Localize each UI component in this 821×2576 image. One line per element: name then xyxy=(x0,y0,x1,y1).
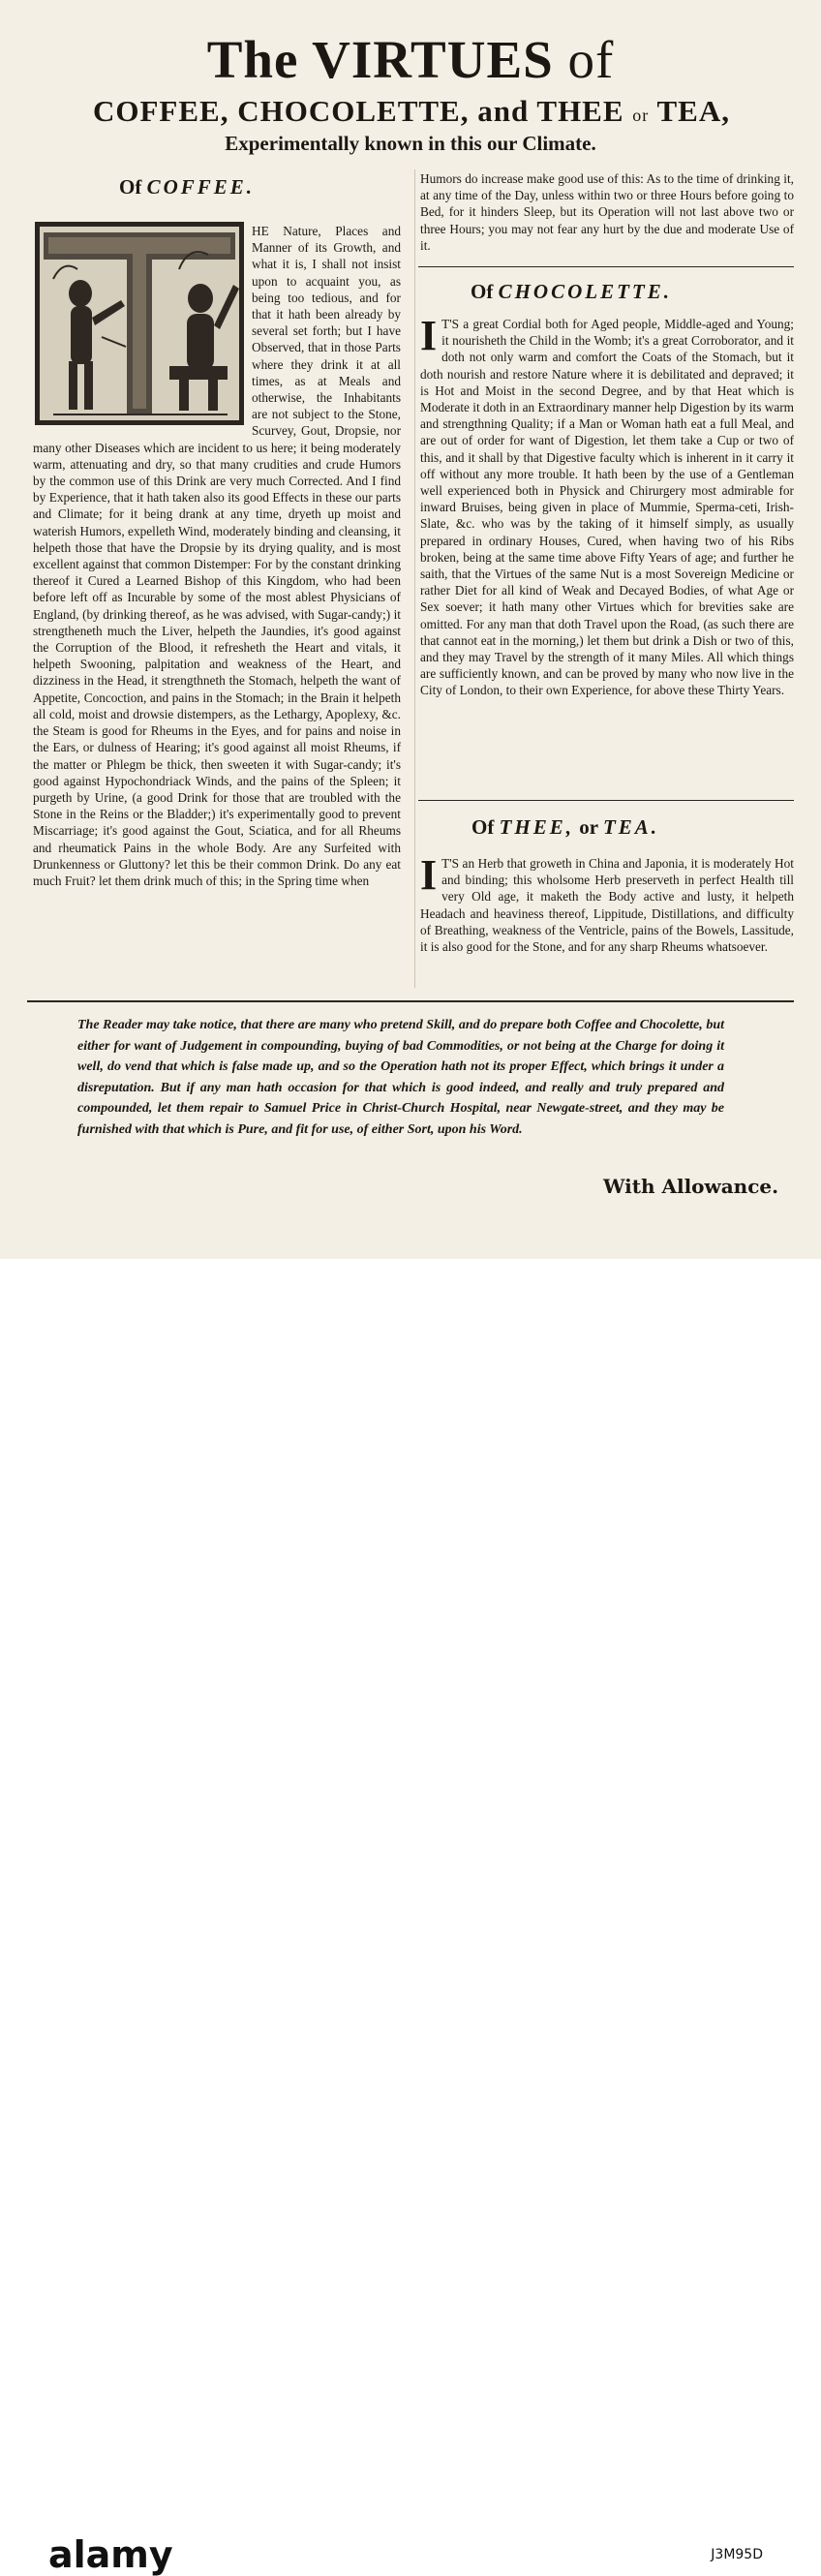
woodcut-spacer xyxy=(33,223,252,430)
coffee-heading-name: COFFEE. xyxy=(146,175,256,199)
coffee-text xyxy=(33,223,401,988)
alamy-logo: alamy xyxy=(48,2533,173,2576)
tea-paragraph: T'S an Herb that groweth in China and Japonia, it is moderately Hot and binding; this wholsome Herb preserveth in perfect Health till very Old age, it maketh the Body active and lusty, it helpeth Headach and heaviness thereof, Lippitude, Distillations, and difficulty of Breathing, weakness of the Ventricle, pains of the Bowels, Lassitude, it is also good for the Stone, and for any sharp Rheums whatsoever. xyxy=(420,856,794,955)
subtitle-or: or xyxy=(632,106,650,125)
coffee-heading xyxy=(119,175,255,199)
tea-heading-or: or xyxy=(579,815,598,839)
chocolette-heading xyxy=(471,280,672,303)
subtitle-climate: Experimentally known in this our Climate. xyxy=(225,132,596,155)
coffee-continued-text xyxy=(420,170,794,254)
tea-heading-tea: TEA. xyxy=(602,815,660,839)
section-rule xyxy=(418,800,794,801)
title-virtues: The VIRTUES xyxy=(206,30,554,89)
coffee-heading-of: Of xyxy=(119,175,142,199)
chocolette-text xyxy=(420,312,794,699)
main-title xyxy=(0,30,821,89)
subtitle-beverages xyxy=(29,95,794,132)
subtitle-main: COFFEE, CHOCOLETTE, and THEE xyxy=(93,94,624,128)
coffee-paragraph: HE Nature, Places and Manner of its Growth, and what it is, I shall not insist upon to acquaint you, as being too tedious, and for that it hath been already by several set forth; but I have Observed, that in those Parts where they drink it at all times, as at Meals and otherwise, the Inhabitants are not subject to the Stone, Scurvey, Gout, Dropsie, nor many other Diseases which are incident to us here; it being moderately warm, attenuating and dry, so that many crudities and crude Humors by the common use of this Drink are very much Corrected. And I find by Experience, that it hath taken also its good Effects in these our parts and Climate; for it being drank at any time, dryeth up moist and waterish Humors, expelleth Wind, moderately binding and cleansing, it helpeth those that have the Dropsie by its drying quality, and is most excellent against that common Distemper: For by the constant drinking thereof it Cured a Learned Bishop of this Kingdom, who had been before left off as Incurable by some of the most ablest Physicians of England, (by drinking thereof, as he was advised, with Sugar-candy;) it strengtheneth much the Liver, helpeth the Jaundies, it's good against the Corruption of the Blood, it refresheth the Heart and vitals, it helpeth Swooning, palpitation and weakness of the Heart, and dizziness in the Head, it strengthneth the Stomach, helpeth the want of Appetite, Concoction, and pains in the Stomach; in the Brain it helpeth all cold, moist and drowsie distempers, as the Lethargy, Apoplexy, &c. the Steam is good for Rheums in the Eyes, and for pains and noise in the Ears, or dulness of Hearing; it's good against all moist Rheums, if the matter or Phlegm be thick, then sweeten it with Sugar-candy; it's good against Hypochondriack Winds, and the pains of the Spleen; it purgeth by Urine, (a good Drink for those that are troubled with the Stone in the Reins or the Bladder;) it's experimentally good to prevent Miscarriage; it's good against the Gout, Sciatica, and for all Rheums and rheumatick Pains in the whole Body. Are any Surfeited with Drunkenness or Gluttony? let this be their common Drink. Do any eat much Fruit? let them drink much of this; in the Spring time when xyxy=(33,224,401,888)
tea-drop-cap: I xyxy=(420,851,438,899)
image-id: J3M95D xyxy=(711,2547,763,2562)
tea-heading xyxy=(471,815,659,839)
with-allowance-imprint: With Allowance. xyxy=(603,1175,779,1198)
stock-footer xyxy=(0,1259,821,2576)
chocolette-heading-of: Of xyxy=(471,280,494,303)
broadside-page xyxy=(0,0,821,1259)
chocolette-paragraph: T'S a great Cordial both for Aged people, Middle-aged and Young; it nourisheth the Child in the Womb; it's a great Corroborator, and it doth not only warm and comfort the Coats of the Stomach, but it doth nourish and restore Nature where it is debilitated and depraved; it is Hot and Moist in the second Degree, and by that Heat which is Moderate it doth in an Extraordinary manner help Digestion by its warm and strengthning Quality; if a Man or Woman hath eat a full Meal, and are out of order for want of Digestion, let them take a Cup or two of this, and it shall by that Digestive faculty which is inherent in it carry it off without any more trouble. It hath been by the use of a Gentleman well experienced both in Physick and Chirurgery most admirable for inward Bruises, being given in place of Mummie, Sperma-ceti, Irish-Slate, &c. who was by the taking of it himself simply, as usually prepared in ordinary Houses, Cured, when having two of his Ribs broken, being at the same time above Fifty Years of age; and further he saith, that the Virtues of the same Nut is a most Sovereign Medicine or rather Diet for all kind of Weak and Decayed Bodies, of what Age or Sex soever; it hath many other Virtues which for brevities sake are omitted. For any man that doth Travel upon the Road, (as such there are that cannot eat in the morning,) let them but drink a Dish or two of this, and they may Travel by the strength of it many Miles. All which things are sufficiently known, and can be proved by many who now live in the City of London, to their own Experience, for above these Thirty Years. xyxy=(420,317,794,698)
title-of: of xyxy=(567,30,615,89)
coffee-continued-paragraph: Humors do increase make good use of this: As to the time of drinking it, at any time of the Day, unless within two or three Hours before going to Bed, for it hinders Sleep, but its Operation will not last above two or three Hours; you may not fear any hurt by the due and moderate Use of it. xyxy=(420,171,794,253)
tea-text xyxy=(420,851,794,955)
notice-rule xyxy=(27,1000,794,1002)
tea-heading-of: Of xyxy=(471,815,495,839)
chocolette-drop-cap: I xyxy=(420,312,438,359)
tea-heading-name: THEE, xyxy=(499,815,575,839)
section-rule xyxy=(418,266,794,267)
reader-notice: The Reader may take notice, that there are many who pretend Skill, and do prepare both Coffee and Chocolette, but either for want of Judgement in compounding, buying of bad Commodities, or not being at the Charge for doing it well, do vend that which is false made up, and so the Operation hath not its proper Effect, which brings it under a disreputation. But if any man hath occasion for that which is good indeed, and really and truly prepared and compounded, let them repair to Samuel Price in Christ-Church Hospital, near Newgate-street, and they may be furnished with that which is Pure, and fit for use, of either Sort, upon his Word. xyxy=(77,1018,724,1137)
column-divider xyxy=(414,169,415,988)
subtitle-tea: TEA, xyxy=(656,94,730,128)
chocolette-heading-name: CHOCOLETTE. xyxy=(498,280,673,303)
